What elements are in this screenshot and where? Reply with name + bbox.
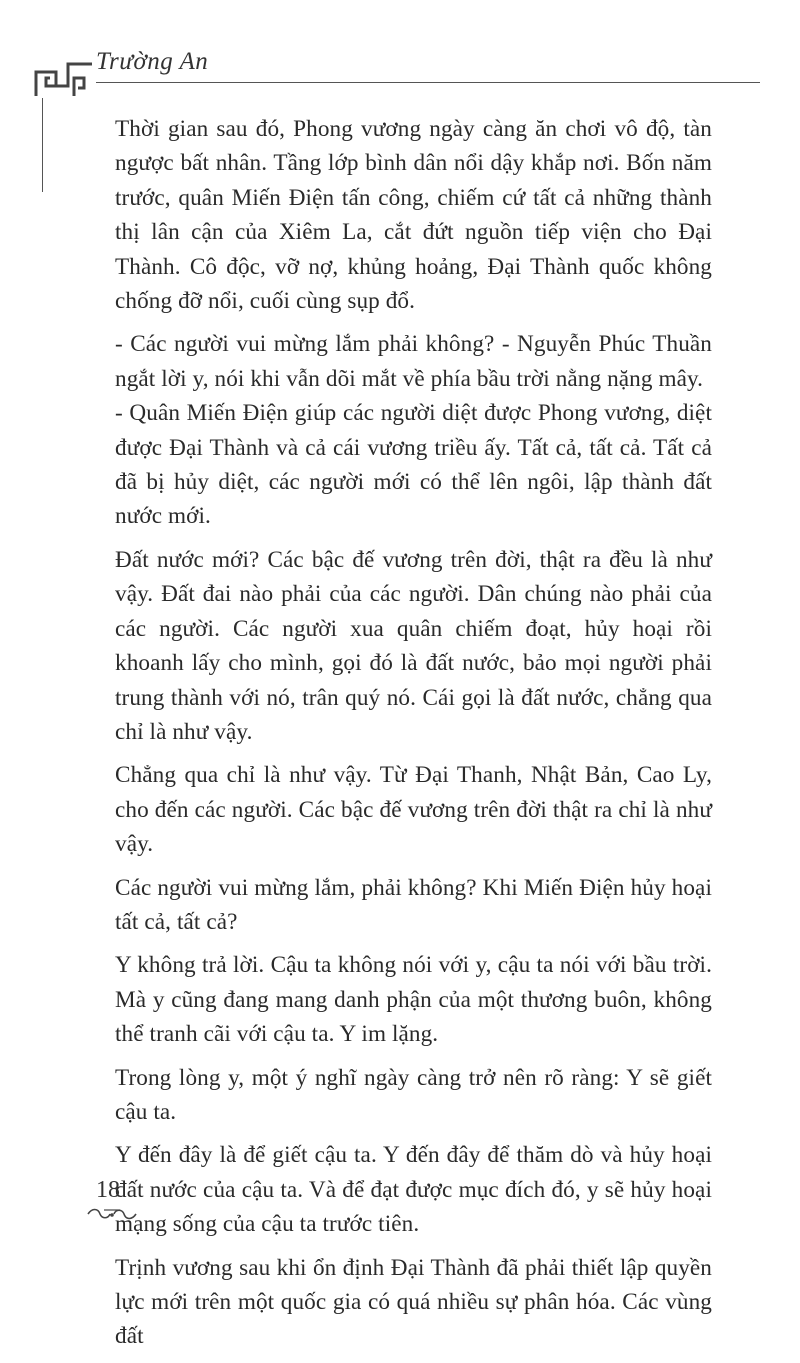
footer-scroll-ornament-icon [86, 1206, 138, 1222]
header-fret-ornament-icon [34, 62, 92, 98]
body-text [115, 112, 712, 1363]
paragraph: - Các người vui mừng lắm phải không? - Nguyễn Phúc Thuần ngắt lời y, nói khi vẫn dõi mắt về phía bầu trời nằng nặng mây. [115, 331, 712, 392]
paragraph: Thời gian sau đó, Phong vương ngày càng ăn chơi vô độ, tàn ngược bất nhân. Tầng lớp bình dân nổi dậy khắp nơi. Bốn năm trước, quân Miến Điện tấn công, chiếm cứ tất cả những thành thị lân cận của Xiêm La, cắt đứt nguồn tiếp viện cho Đại Thành. Cô độc, vỡ nợ, khủng hoảng, Đại Thành quốc không chống đỡ nổi, cuối cùng sụp đổ. [115, 116, 712, 315]
header-horizontal-rule [96, 82, 760, 83]
page-number: 18 [96, 1177, 120, 1203]
paragraph: - Quân Miến Điện giúp các người diệt được Phong vương, diệt được Đại Thành và cả cái vương triều ấy. Tất cả, tất cả. Tất cả đã bị hủy diệt, các người mới có thể lên ngôi, lập thành đất nước mới. [115, 400, 712, 530]
paragraph: Trịnh vương sau khi ổn định Đại Thành đã phải thiết lập quyền lực mới trên một quốc gia có quá nhiều sự phân hóa. Các vùng đất [115, 1254, 712, 1350]
paragraph: Trong lòng y, một ý nghĩ ngày càng trở nên rõ ràng: Y sẽ giết cậu ta. [115, 1064, 712, 1125]
paragraph: Đất nước mới? Các bậc đế vương trên đời, thật ra đều là như vậy. Đất đai nào phải của các người. Dân chúng nào phải của các người. Các người xua quân chiếm đoạt, hủy hoại rồi khoanh lấy cho mình, gọi đó là đất nước, bảo mọi người phải trung thành với nó, trân quý nó. Cái gọi là đất nước, chẳng qua chỉ là như vậy. [115, 546, 712, 745]
paragraph: Y không trả lời. Cậu ta không nói với y, cậu ta nói với bầu trời. Mà y cũng đang mang danh phận của một thương buôn, không thể tranh cãi với cậu ta. Y im lặng. [115, 952, 712, 1048]
running-header-title: Trường An [96, 48, 209, 75]
paragraph: Y đến đây là để giết cậu ta. Y đến đây để thăm dò và hủy hoại đất nước của cậu ta. Và để đạt được mục đích đó, y sẽ hủy hoại mạng sống của cậu ta trước tiên. [115, 1142, 712, 1238]
paragraph: Các người vui mừng lắm, phải không? Khi Miến Điện hủy hoại tất cả, tất cả? [115, 874, 712, 935]
header-vertical-rule [42, 98, 43, 192]
paragraph: Chẳng qua chỉ là như vậy. Từ Đại Thanh, Nhật Bản, Cao Ly, cho đến các người. Các bậc đế vương trên đời thật ra chỉ là như vậy. [115, 762, 712, 858]
